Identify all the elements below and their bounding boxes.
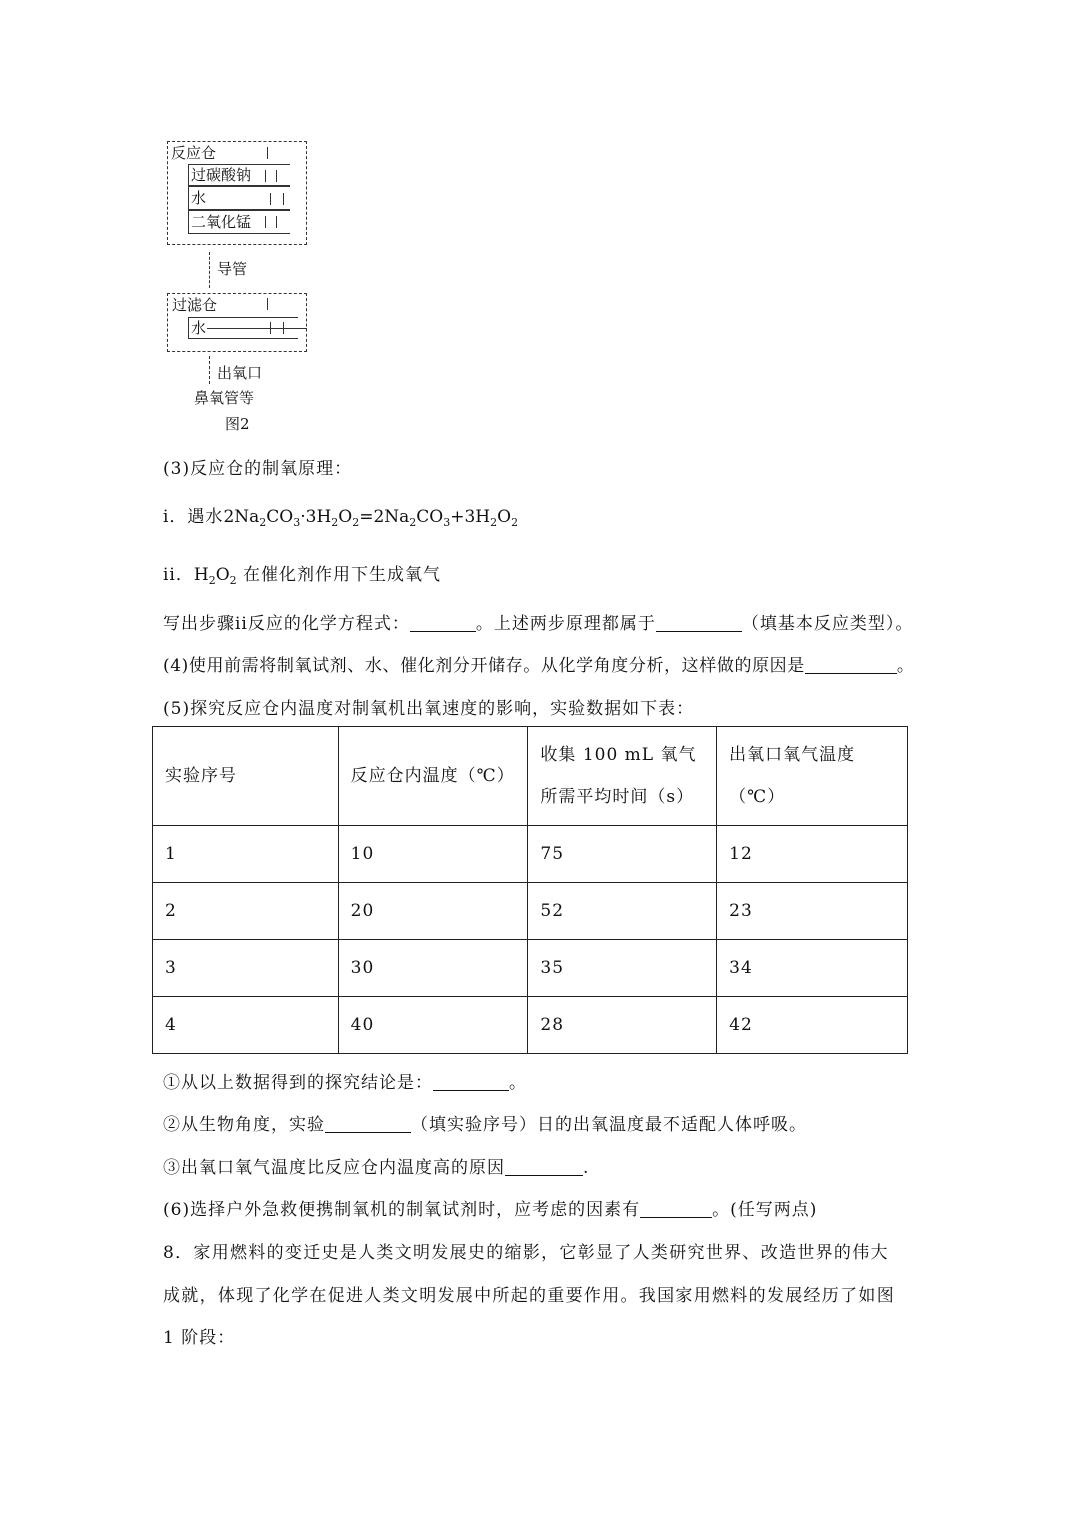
q5-sub-1 — [163, 1068, 527, 1093]
q3-step-2 — [163, 560, 441, 585]
table-cell: 75 — [528, 826, 717, 883]
table-cell: 28 — [528, 997, 717, 1054]
outlet-line — [209, 356, 210, 384]
q3-title: (3)反应仓的制氧原理： — [163, 459, 353, 479]
q5-sub-2-text-b: （填实验序号）日的出氧温度最不适配人体呼吸。 — [411, 1115, 807, 1135]
q6-text — [163, 1195, 817, 1220]
q5-sub-3-text-a: ③出氧口氧气温度比反应仓内温度高的原因 — [163, 1158, 505, 1178]
table-cell: 34 — [717, 940, 908, 997]
experiment-number-blank[interactable] — [325, 1115, 411, 1133]
q5-sub-1-text-b: 。 — [509, 1073, 527, 1093]
q3-write-text-c: （填基本反应类型）。 — [741, 614, 914, 634]
q6-text-b: 。(任写两点) — [712, 1200, 818, 1220]
q4-text-a: (4)使用前需将制氧试剂、水、催化剂分开储存。从化学角度分析，这样做的原因是 — [163, 656, 805, 676]
q8-line-3: 1 阶段： — [163, 1328, 236, 1348]
reason-blank[interactable] — [505, 1158, 583, 1176]
q5-sub-1-text-a: ①从以上数据得到的探究结论是： — [163, 1073, 433, 1093]
q8-line-1: 8．家用燃料的变迁史是人类文明发展史的缩影，它彰显了人类研究世界、改造世界的伟大 — [163, 1243, 889, 1263]
q4-answer-blank[interactable] — [805, 656, 897, 674]
tick — [283, 322, 284, 334]
table-row — [153, 883, 908, 940]
header-cell: 反应仓内温度（℃） — [338, 727, 528, 826]
h2o2-formula: $H_2O_2$ — [193, 565, 237, 587]
tick — [276, 170, 277, 182]
q5-sub-2 — [163, 1110, 807, 1135]
table-cell: 4 — [153, 997, 339, 1054]
step-2-text: 在催化剂作用下生成氧气 — [243, 565, 442, 585]
table-row — [153, 940, 908, 997]
header-cell: 出氧口氧气温度（℃） — [717, 727, 908, 826]
equation-answer-blank[interactable] — [410, 614, 476, 632]
equation-1: $2Na_2CO_3\cdot 3H_2O_2=2Na_2CO_3+3H_2O_2$ — [223, 507, 519, 529]
manganese-dioxide-label: 二氧化锰 — [191, 213, 252, 231]
q5-sub-3-text-b: . — [583, 1158, 590, 1178]
header-cell: 收集 100 mL 氧气所需平均时间（s） — [528, 727, 717, 826]
nasal-cannula-label: 鼻氧管等 — [194, 389, 255, 407]
step-2-prefix: ii． — [163, 565, 194, 585]
q4-text — [163, 651, 915, 676]
table-row — [153, 997, 908, 1054]
sodium-percarbonate-label: 过碳酸钠 — [191, 166, 252, 184]
q8-line-2: 成就，体现了化学在促进人类文明发展中所起的重要作用。我国家用燃料的发展经历了如图 — [163, 1286, 895, 1306]
tick — [267, 147, 268, 159]
q4-text-b: 。 — [896, 656, 915, 676]
factors-blank[interactable] — [640, 1200, 712, 1218]
header-cell: 实验序号 — [153, 727, 339, 826]
conclusion-blank[interactable] — [433, 1073, 509, 1091]
q3-step-1 — [163, 502, 518, 527]
tick — [270, 193, 271, 205]
table-cell: 52 — [528, 883, 717, 940]
experiment-data-table — [152, 726, 908, 1054]
table-cell: 12 — [717, 826, 908, 883]
table-cell: 23 — [717, 883, 908, 940]
tick — [276, 216, 277, 228]
reaction-chamber-label: 反应仓 — [171, 144, 217, 162]
table-cell: 42 — [717, 997, 908, 1054]
filter-chamber-label: 过滤仓 — [172, 296, 218, 314]
q3-write-text-a: 写出步骤ii反应的化学方程式： — [163, 614, 410, 634]
q6-text-a: (6)选择户外急救便携制氧机的制氧试剂时，应考虑的因素有 — [163, 1200, 641, 1220]
tick — [265, 216, 266, 228]
table-cell: 2 — [153, 883, 339, 940]
filter-water-label: 水 — [191, 319, 207, 337]
table-cell: 20 — [338, 883, 528, 940]
q5-sub-3 — [163, 1153, 589, 1178]
table-cell: 35 — [528, 940, 717, 997]
tube-line — [209, 252, 210, 288]
table-cell: 30 — [338, 940, 528, 997]
table-cell: 10 — [338, 826, 528, 883]
table-cell: 3 — [153, 940, 339, 997]
figure-caption: 图2 — [225, 415, 250, 433]
q5-title: (5)探究反应仓内温度对制氧机出氧速度的影响，实验数据如下表： — [163, 699, 695, 719]
q5-sub-2-text-a: ②从生物角度，实验 — [163, 1115, 325, 1135]
outlet-label: 出氧口 — [217, 364, 263, 382]
table-row — [153, 826, 908, 883]
outlet-pipe — [207, 328, 307, 329]
tube-label: 导管 — [217, 260, 248, 278]
step-1-prefix: i．遇水 — [163, 507, 224, 527]
table-cell: 40 — [338, 997, 528, 1054]
water-label: 水 — [191, 189, 207, 207]
tick — [270, 322, 271, 334]
tick — [265, 170, 266, 182]
table-cell: 1 — [153, 826, 339, 883]
table-header-row — [153, 727, 908, 826]
tick — [283, 193, 284, 205]
q3-write — [163, 609, 913, 634]
reaction-type-blank[interactable] — [656, 614, 742, 632]
q3-write-text-b: 。上述两步原理都属于 — [475, 614, 656, 634]
tick — [267, 298, 268, 310]
